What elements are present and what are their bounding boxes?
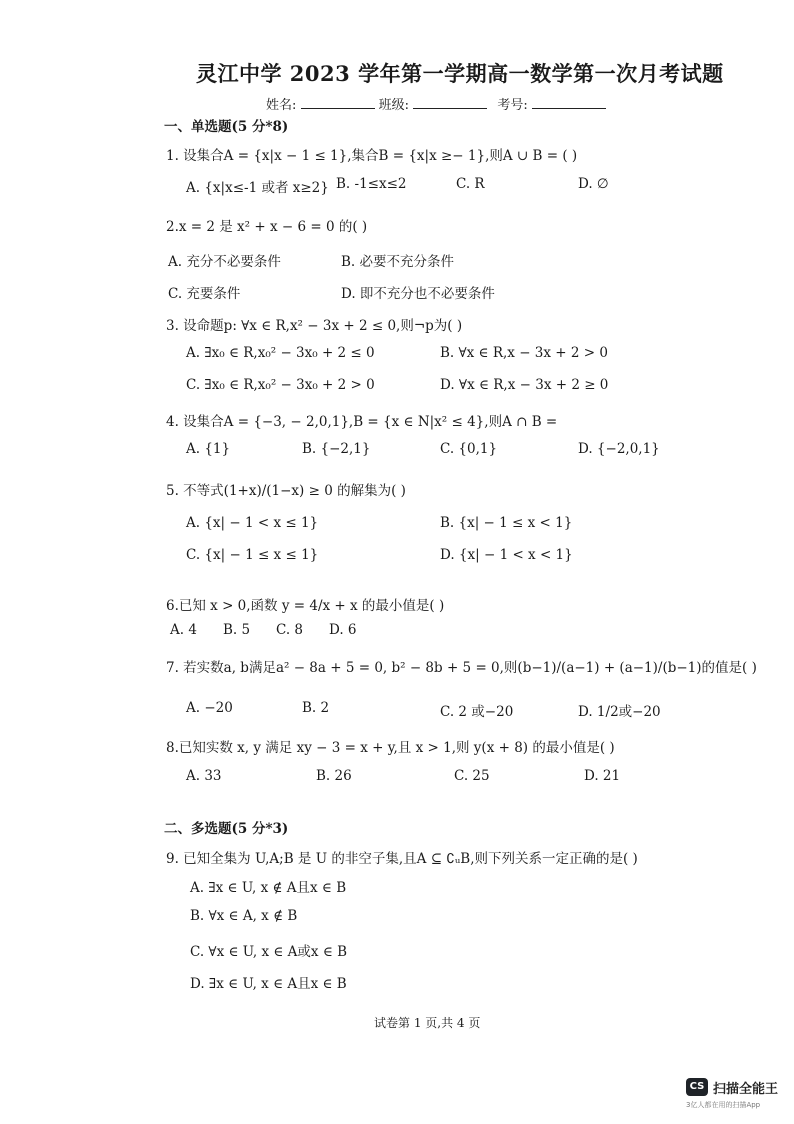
question-2-option-a: A. 充分不必要条件 — [168, 254, 281, 270]
question-8-option-d: D. 21 — [584, 768, 621, 784]
question-5-stem: 5. 不等式(1+x)/(1−x) ≥ 0 的解集为( ) — [166, 483, 406, 499]
question-4-option-a: A. {1} — [186, 441, 231, 457]
question-2-option-b: B. 必要不充分条件 — [341, 254, 455, 270]
question-1-option-d: D. ∅ — [578, 176, 609, 192]
question-4-option-c: C. {0,1} — [440, 441, 498, 457]
question-7-option-a: A. −20 — [186, 700, 233, 716]
question-7-option-b: B. 2 — [302, 700, 330, 716]
question-2-option-d: D. 即不充分也不必要条件 — [341, 286, 495, 302]
question-2-stem: 2.x = 2 是 x² + x − 6 = 0 的( ) — [166, 219, 368, 235]
question-1-option-c: C. R — [456, 176, 485, 192]
question-5-option-b: B. {x| − 1 ≤ x < 1} — [440, 515, 573, 531]
scanner-brand-name: 扫描全能王 — [713, 1082, 779, 1097]
question-7-option-c: C. 2 或−20 — [440, 704, 514, 720]
question-1-stem: 1. 设集合A = {x|x − 1 ≤ 1},集合B = {x|x ≥− 1},则A ∪ B = ( ) — [166, 148, 578, 164]
question-8-option-a: A. 33 — [186, 768, 222, 784]
question-5-option-c: C. {x| − 1 ≤ x ≤ 1} — [186, 547, 319, 563]
section-multiple-choice-heading: 二、多选题(5 分*3) — [164, 821, 289, 837]
name-label: 姓名: — [266, 98, 297, 113]
question-3-option-a: A. ∃x₀ ∈ R,x₀² − 3x₀ + 2 ≤ 0 — [186, 345, 375, 361]
number-blank — [532, 96, 606, 109]
section-single-choice-heading: 一、单选题(5 分*8) — [164, 119, 289, 135]
question-6-option-a: A. 4 — [170, 622, 197, 638]
class-label: 班级: — [378, 98, 410, 113]
question-7-stem: 7. 若实数a, b满足a² − 8a + 5 = 0, b² − 8b + 5 = 0,则(b−1)/(a−1) + (a−1)/(b−1)的值是( ) — [166, 660, 757, 676]
question-6-option-d: D. 6 — [329, 622, 357, 638]
number-label: 考号: — [497, 98, 528, 113]
question-4-stem: 4. 设集合A = {−3, − 2,0,1},B = {x ∈ N|x² ≤ 4},则A ∩ B = — [166, 414, 558, 430]
question-6-stem: 6.已知 x > 0,函数 y = 4/x + x 的最小值是( ) — [166, 598, 445, 614]
question-9-option-b: B. ∀x ∈ A, x ∉ B — [190, 908, 298, 924]
question-1-option-b: B. -1≤x≤2 — [336, 176, 407, 192]
question-4-option-d: D. {−2,0,1} — [578, 441, 660, 457]
question-9-option-d: D. ∃x ∈ U, x ∈ A且x ∈ B — [190, 976, 347, 992]
question-8-option-b: B. 26 — [316, 768, 352, 784]
question-8-stem: 8.已知实数 x, y 满足 xy − 3 = x + y,且 x > 1,则 y(x + 8) 的最小值是( ) — [166, 740, 615, 756]
question-3-stem: 3. 设命题p: ∀x ∈ R,x² − 3x + 2 ≤ 0,则¬p为( ) — [166, 318, 463, 334]
name-blank — [301, 96, 375, 109]
question-2-option-c: C. 充要条件 — [168, 286, 241, 302]
question-3-option-b: B. ∀x ∈ R,x − 3x + 2 > 0 — [440, 345, 608, 361]
question-8-option-c: C. 25 — [454, 768, 490, 784]
question-6-option-c: C. 8 — [276, 622, 304, 638]
question-6-option-b: B. 5 — [223, 622, 251, 638]
scanner-watermark — [686, 1078, 786, 1118]
question-9-stem: 9. 已知全集为 U,A;B 是 U 的非空子集,且A ⊆ ∁ᵤB,则下列关系一定正确的是( ) — [166, 851, 638, 867]
exam-title: 灵江中学 2023 学年第一学期高一数学第一次月考试题 — [196, 61, 724, 86]
question-3-option-c: C. ∃x₀ ∈ R,x₀² − 3x₀ + 2 > 0 — [186, 377, 375, 393]
question-4-option-b: B. {−2,1} — [302, 441, 371, 457]
question-9-option-a: A. ∃x ∈ U, x ∉ A且x ∈ B — [190, 880, 347, 896]
question-5-option-a: A. {x| − 1 < x ≤ 1} — [186, 515, 319, 531]
question-5-option-d: D. {x| − 1 < x < 1} — [440, 547, 573, 563]
question-9-option-c: C. ∀x ∈ U, x ∈ A或x ∈ B — [190, 944, 348, 960]
question-3-option-d: D. ∀x ∈ R,x − 3x + 2 ≥ 0 — [440, 377, 609, 393]
page-footer: 试卷第 1 页,共 4 页 — [374, 1016, 481, 1030]
scanner-brand-slogan: 3亿人都在用的扫描App — [686, 1101, 761, 1109]
question-1-option-a: A. {x|x≤-1 或者 x≥2} — [186, 180, 329, 196]
camscanner-logo-icon: CS — [686, 1078, 708, 1096]
student-info-row — [266, 94, 606, 113]
class-blank — [413, 96, 487, 109]
question-7-option-d: D. 1/2或−20 — [578, 704, 661, 720]
